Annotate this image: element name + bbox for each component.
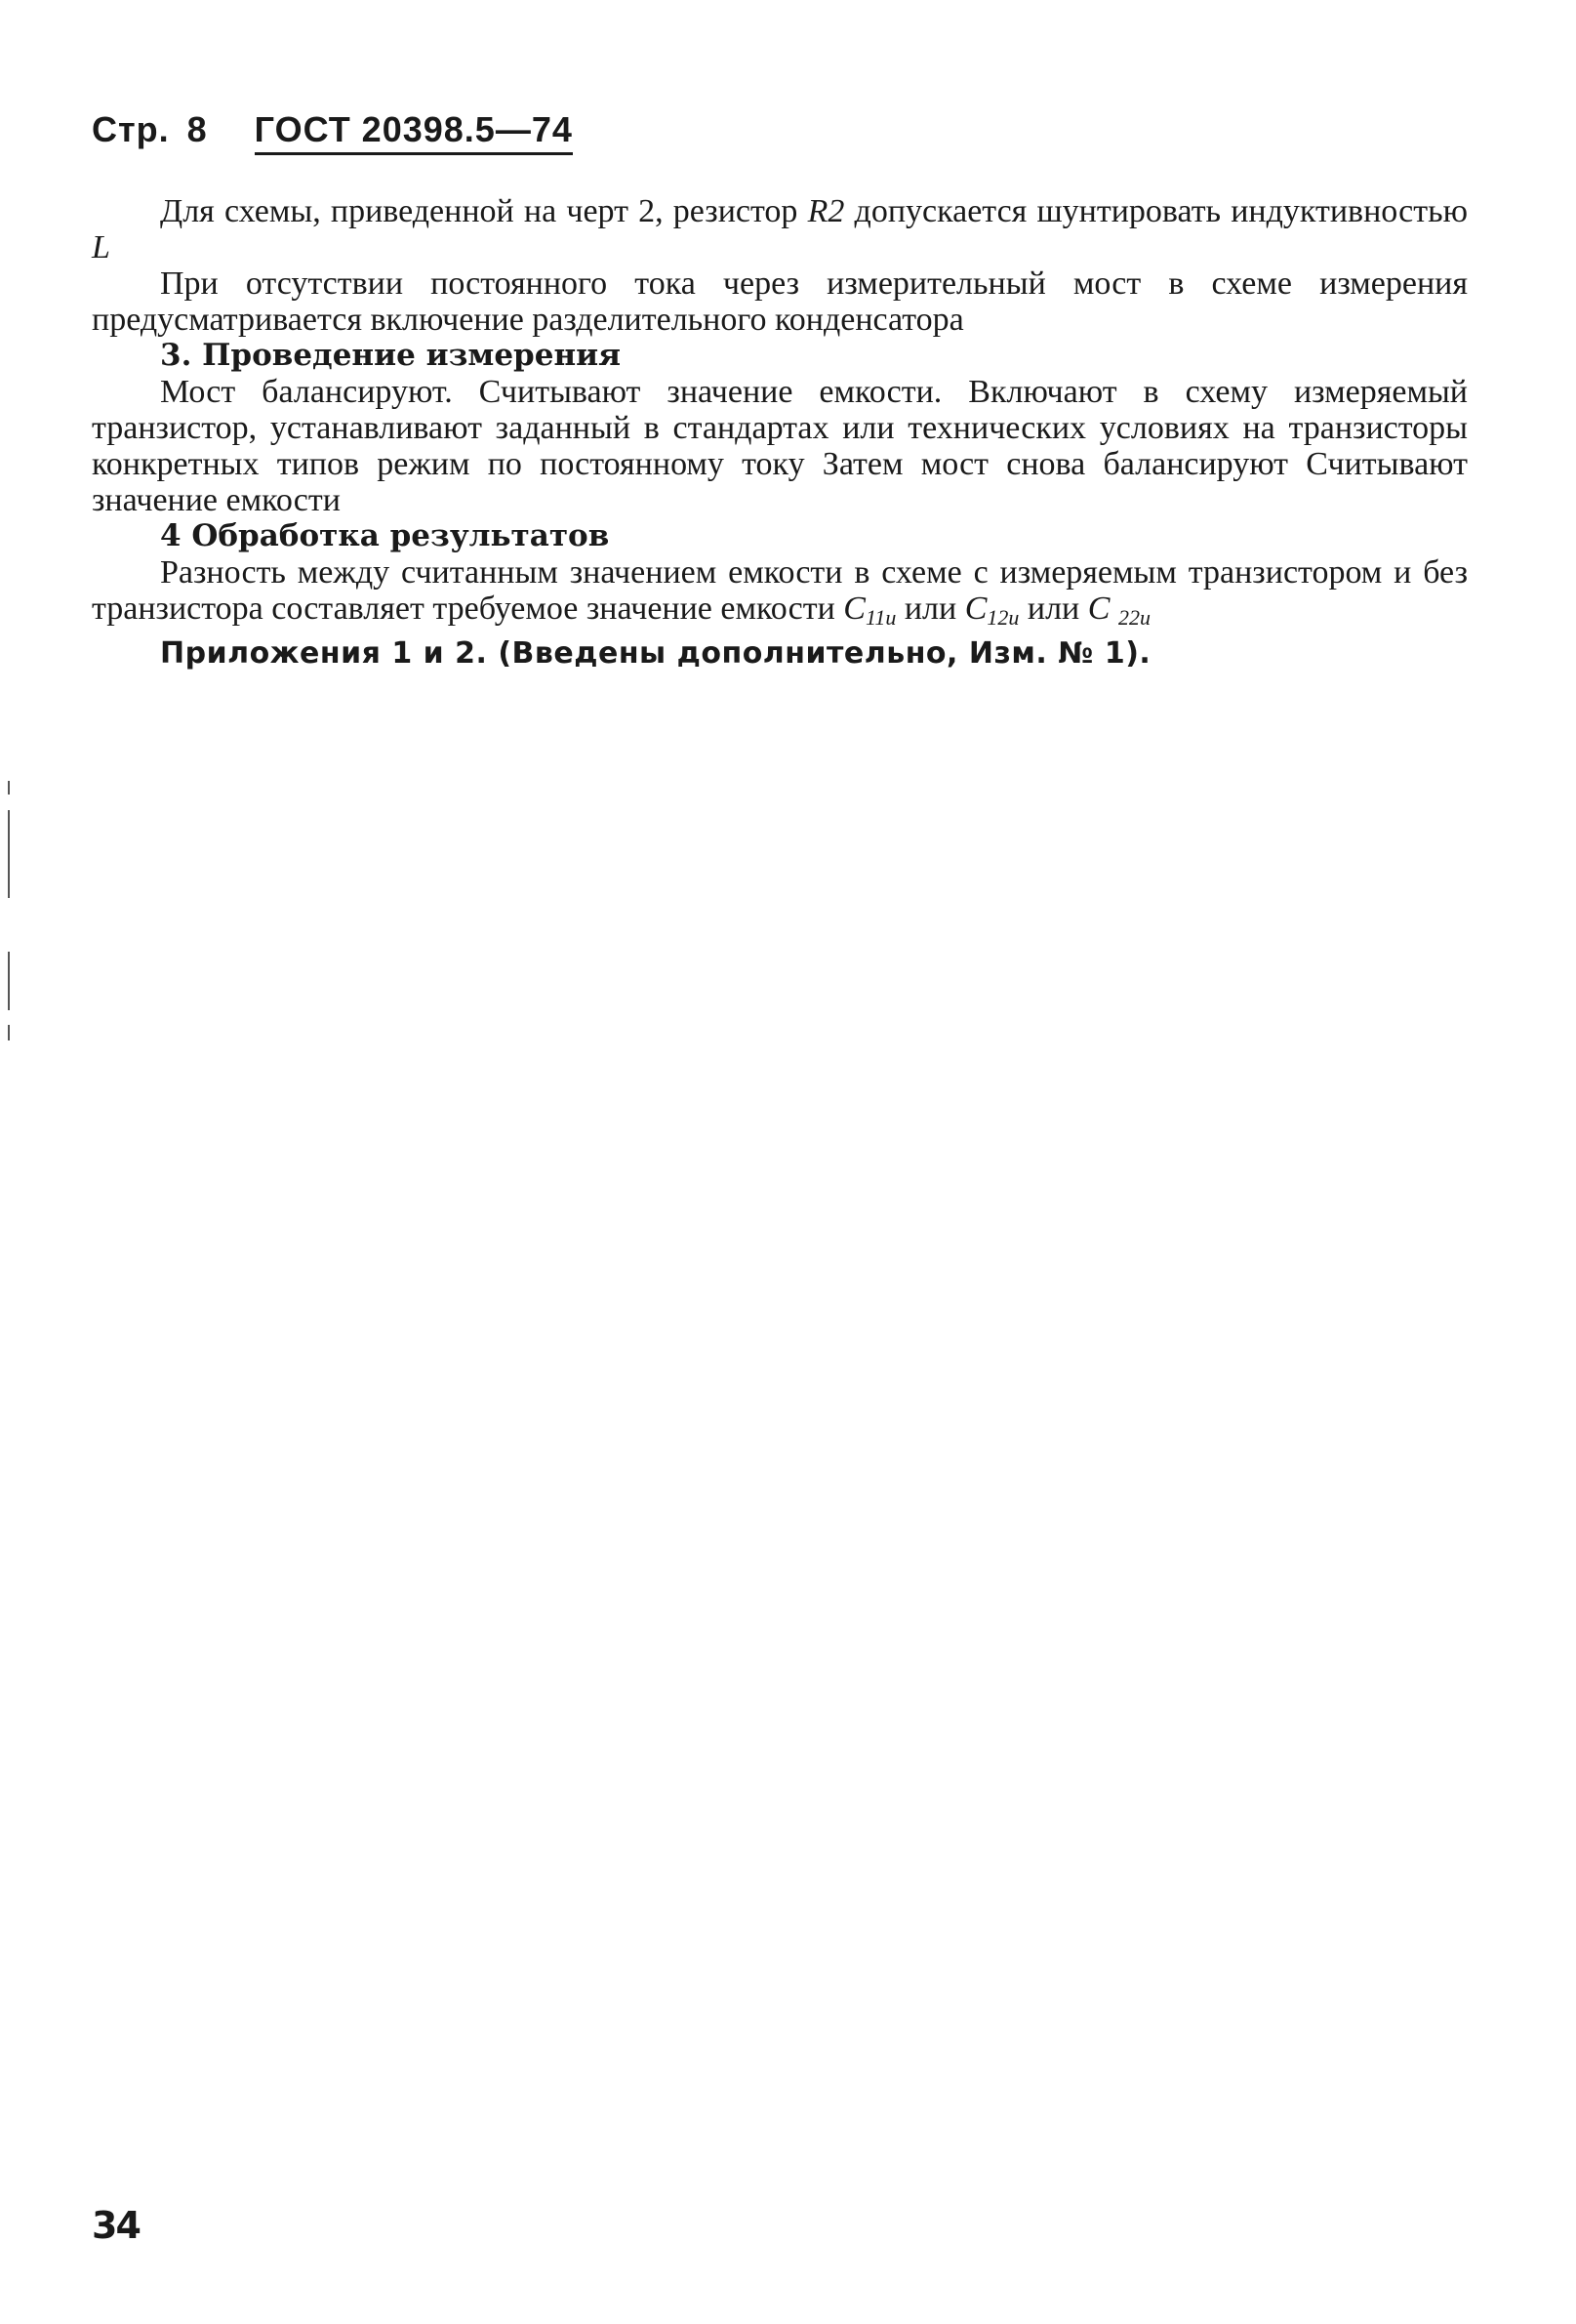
section-heading-4: 4 Обработка результатов (160, 518, 610, 553)
symbol-r2: R2 (807, 193, 845, 229)
scan-margin-mark (8, 952, 10, 1010)
section-heading-3: 3. Проведение измерения (160, 338, 622, 373)
symbol-c22: C $_{22и}$ (1087, 591, 1151, 630)
standard-code: ГОСТ 20398.5—74 (255, 109, 573, 155)
paragraph-results: Разность между считанным значением емкости в схеме с измеряемым транзистором и без транзистора составляет требуемое значение емкости $C_{11и}$ или $C_{12и}$ или C $_{22и}$ (92, 554, 1468, 630)
scan-margin-mark (8, 810, 10, 898)
annex-note: Приложения 1 и 2. (Введены дополнительно, Изм. № 1). (160, 636, 1152, 671)
running-header (92, 109, 573, 155)
paragraph-measurement: Мост балансируют. Считывают значение емкости. Включают в схему измеряемый транзистор, устанавливают заданный в стандартах или технических условиях на транзисторы конкретных типов режим по постоянному току Затем мост снова балансируют Считывают значение емкости (92, 374, 1468, 518)
paragraph-capacitor: При отсутствии постоянного тока через измерительный мост в схеме измерения предусматривается включение разделительного конденсатора (92, 265, 1468, 338)
symbol-c11: $C_{11и}$ (843, 591, 897, 630)
scan-margin-mark (8, 1025, 10, 1040)
symbol-c12: $C_{12и}$ (964, 591, 1020, 630)
page-label: Стр. (92, 109, 170, 149)
book-page-number: 34 (92, 2204, 140, 2247)
paragraph-r2-shunt: Для схемы, приведенной на черт 2, резистор R2 допускается шунтировать индуктивностью L (92, 193, 1468, 265)
symbol-l: L (92, 229, 110, 265)
scan-margin-mark (8, 781, 10, 795)
page-number: 8 (186, 109, 208, 149)
document-body (92, 193, 1468, 672)
